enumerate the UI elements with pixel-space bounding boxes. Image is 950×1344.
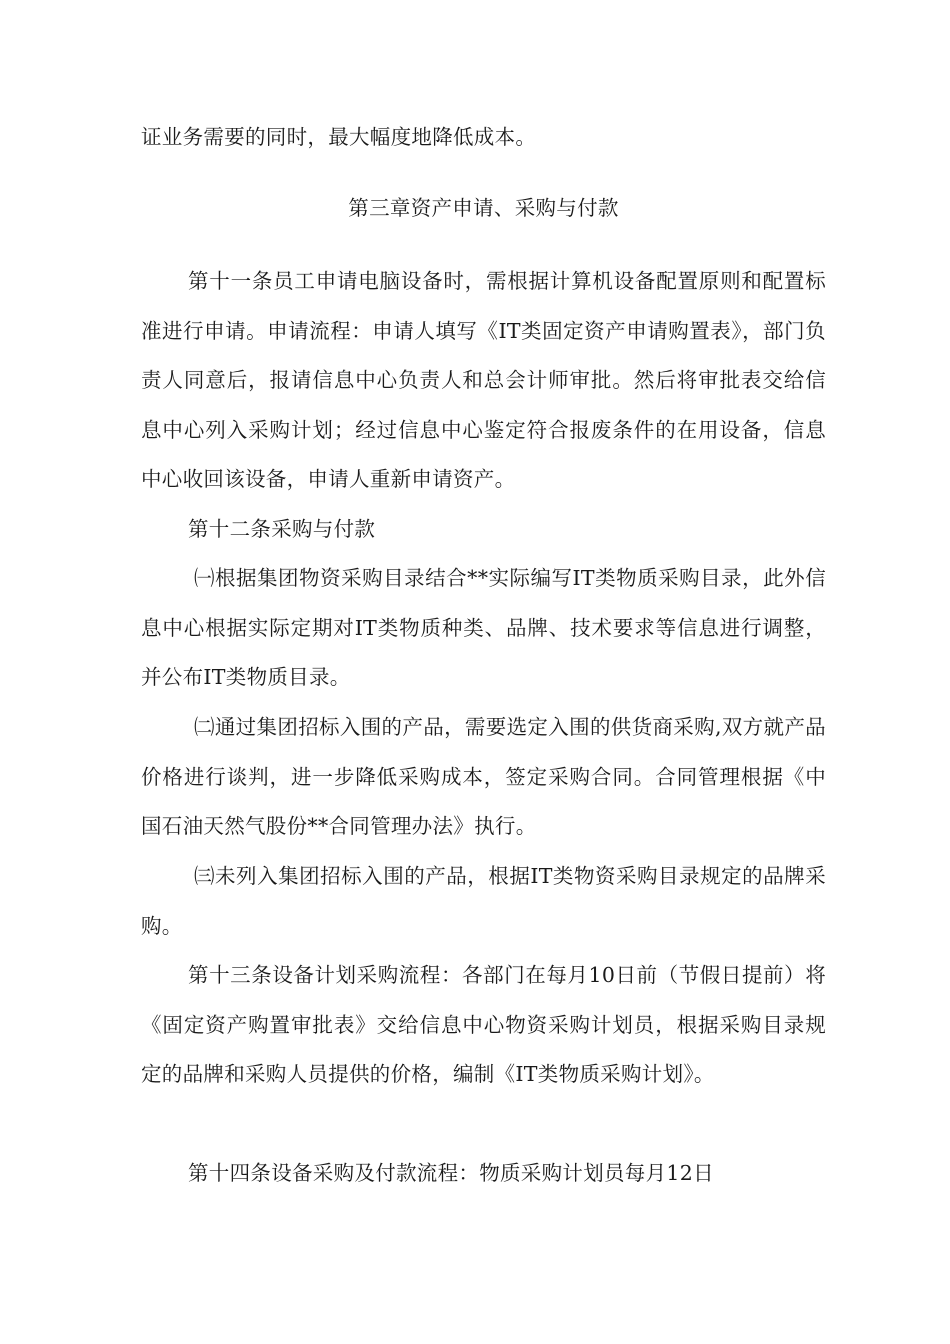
- paragraph-article-11: 第十一条员工申请电脑设备时，需根据计算机设备配置原则和配置标准进行申请。申请流程：申请人填写《IT类固定资产申请购置表》，部门负责人同意后，报请信息中心负责人和总会计师审批。然后将审批表交给信息中心列入采购计划；经过信息中心鉴定符合报废条件的在用设备，信息中心收回该设备，申请人重新申请资产。: [141, 269, 826, 491]
- paragraph-article-12-title: 第十二条采购与付款: [188, 517, 376, 541]
- paragraph-article-12-item-1: ㈠根据集团物资采购目录结合**实际编写IT类物质采购目录，此外信息中心根据实际定期对IT类物质种类、品牌、技术要求等信息进行调整，并公布IT类物质目录。: [141, 566, 826, 689]
- paragraph-article-13: 第十三条设备计划采购流程：各部门在每月10日前（节假日提前）将《固定资产购置审批表》交给信息中心物资采购计划员，根据采购目录规定的品牌和采购人员提供的价格，编制《IT类物质采购计划》。: [141, 963, 826, 1086]
- paragraph-continuation: 证业务需要的同时，最大幅度地降低成本。: [141, 125, 537, 149]
- paragraph-article-12-item-2: ㈡通过集团招标入围的产品，需要选定入围的供货商采购,双方就产品价格进行谈判，进一步降低采购成本，签定采购合同。合同管理根据《中国石油天然气股份**合同管理办法》执行。: [141, 715, 826, 838]
- paragraph-article-12-item-3: ㈢未列入集团招标入围的产品，根据IT类物资采购目录规定的品牌采购。: [141, 864, 826, 938]
- chapter-title: 第三章资产申请、采购与付款: [348, 196, 619, 220]
- paragraph-article-14: 第十四条设备采购及付款流程：物质采购计划员每月12日: [188, 1161, 714, 1185]
